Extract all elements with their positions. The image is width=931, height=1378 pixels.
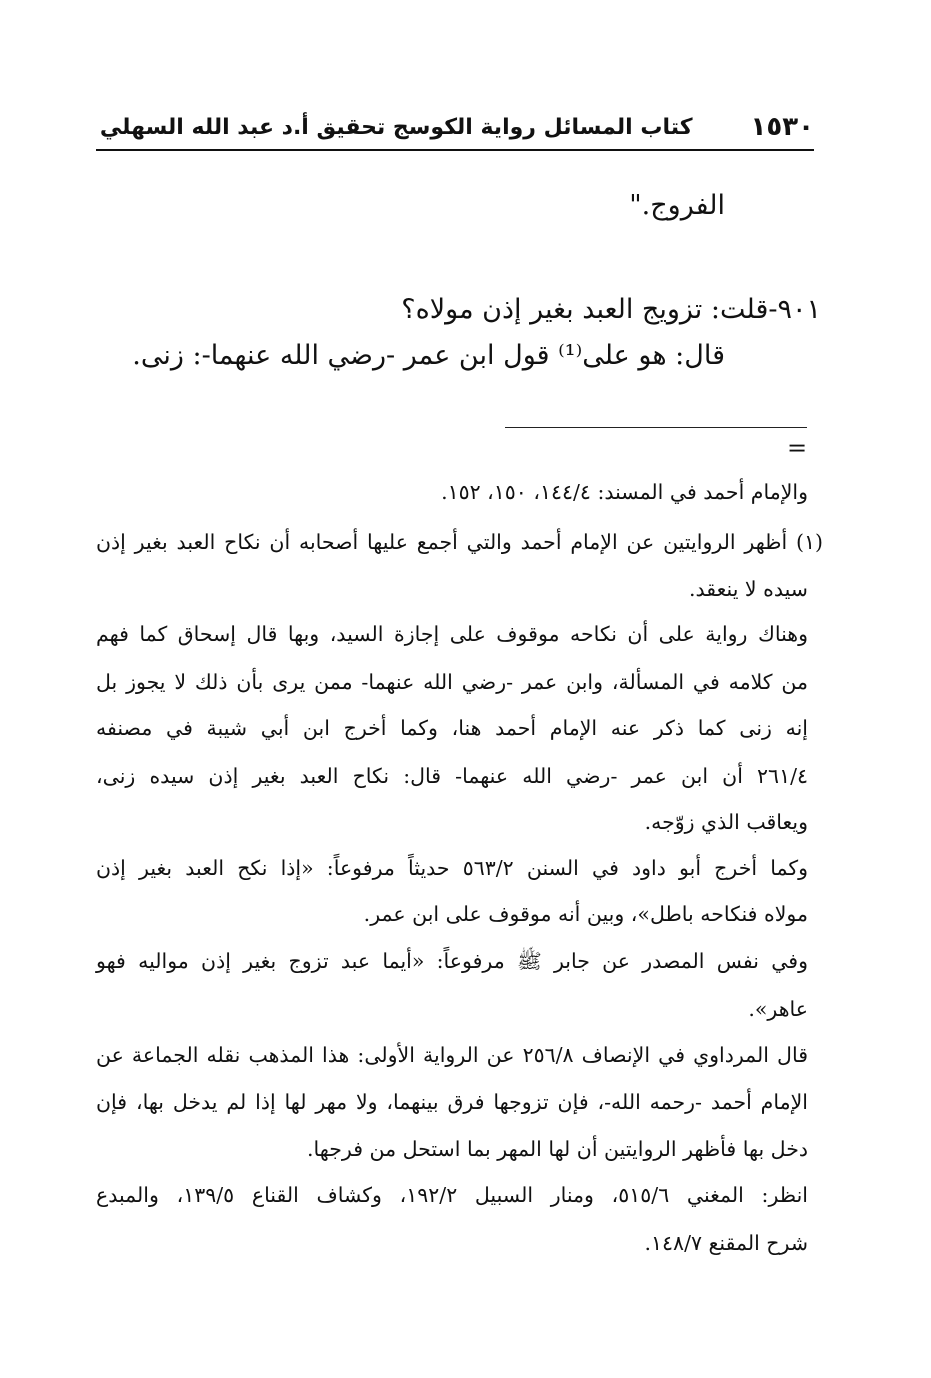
footnote-separator: [505, 427, 807, 428]
footnote-line: وفي نفس المصدر عن جابر ﷺ مرفوعاً: «أيما عبد تزوج بغير إذن مواليه فهو: [96, 949, 808, 973]
question-line: ٩٠١-قلت: تزويج العبد بغير إذن مولاه؟: [401, 294, 821, 325]
footnote-line: ويعاقب الذي زوّجه.: [644, 810, 808, 834]
footnote-line: شرح المقنع ١٤٨/٧.: [644, 1231, 808, 1255]
footnote-line: وكما أخرج أبو داود في السنن ٥٦٣/٢ حديثاً مرفوعاً: «إذا نكح العبد بغير إذن: [96, 856, 808, 880]
main-text-line: الفروج.": [629, 190, 725, 221]
page-header: [96, 108, 814, 146]
footnote-line: إنه زنى كما ذكر عنه الإمام أحمد هنا، وكما أخرج ابن أبي شيبة في مصنفه: [96, 716, 808, 740]
footnote-line: وهناك رواية على أن نكاحه موقوف على إجازة السيد، وبها قال إسحاق كما فهم: [96, 622, 808, 646]
running-title: كتاب المسائل رواية الكوسج تحقيق أ.د عبد الله السهلي: [99, 114, 693, 140]
footnote-line: من كلامه في المسألة، وابن عمر -رضي الله عنهما- ممن يرى بأن ذلك لا يجوز بل: [96, 670, 808, 694]
footnote-line: دخل بها فأظهر الروايتين أن لها المهر بما استحل من فرجها.: [307, 1137, 808, 1161]
footnote-line: قال المرداوي في الإنصاف ٢٥٦/٨ عن الرواية الأولى: هذا المذهب نقله الجماعة عن: [96, 1043, 809, 1067]
footnote-line: ٢٦١/٤ أن ابن عمر -رضي الله عنهما- قال: نكاح العبد بغير إذن سيده زنى،: [96, 764, 808, 788]
footnote-continuation-mark: =: [787, 434, 808, 462]
footnote-line: انظر: المغني ٥١٥/٦، ومنار السبيل ١٩٢/٢، وكشاف القناع ١٣٩/٥، والمبدع: [96, 1183, 808, 1207]
footnote-line: (١) أظهر الروايتين عن الإمام أحمد والتي أجمع عليها أصحابه أن نكاح العبد بغير إذن: [96, 530, 823, 554]
page-number: ١٥٣٠: [750, 112, 814, 142]
answer-line: قال: هو على⁽¹⁾ قول ابن عمر -رضي الله عنهما-: زنى.: [132, 340, 725, 371]
header-rule: [96, 149, 814, 151]
footnote-line: سيده لا ينعقد.: [688, 577, 808, 601]
footnote-line: الإمام أحمد -رحمه الله-، فإن تزوجها فرق بينهما، ولا مهر لها إذا لم يدخل بها، فإن: [96, 1090, 808, 1114]
footnote-line: عاهر».: [748, 997, 808, 1021]
footnote-line: والإمام أحمد في المسند: ١٤٤/٤، ١٥٠، ١٥٢.: [441, 480, 808, 504]
footnote-line: مولاه فنكاحه باطل»، وبين أنه موقوف على ابن عمر.: [363, 902, 808, 926]
